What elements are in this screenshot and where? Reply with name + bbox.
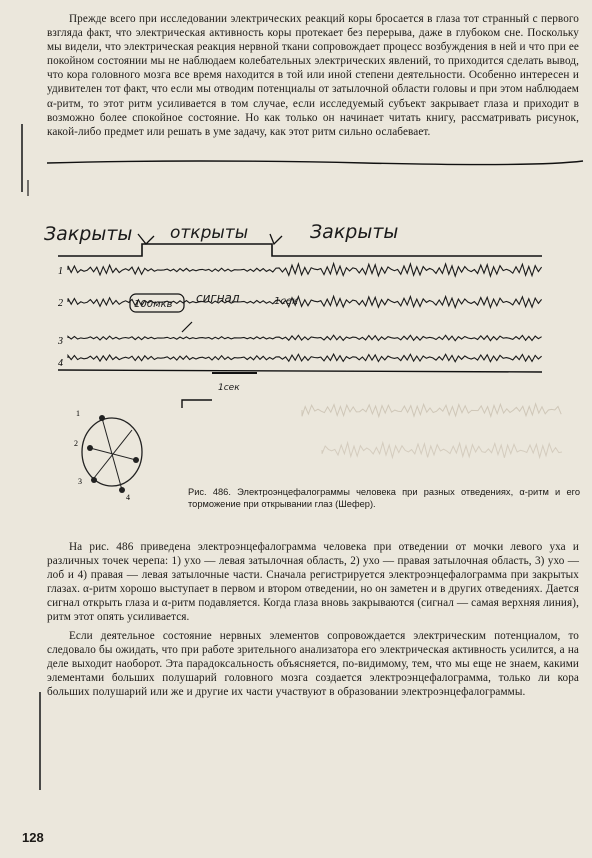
page-number: 128 xyxy=(22,830,44,845)
baseline xyxy=(58,370,542,372)
margin-bracket-mark-lower xyxy=(28,688,48,798)
label-closed-2: Закрыты xyxy=(310,221,399,243)
paragraph-text: На рис. 486 приведена электроэнцефалограмма человека при отведении от мочки левого уха и различных точек черепа: 1) ухо — левая затылочная область, 2) ухо — правая затылочная область, 3) ухо — лоб и 4) правая — левая затылочные части. Сначала регистрируется электроэнцефалограмма при закрытых глазах. α-ритм хорошо выступает в первом и втором отведении, но он заметен и в других отведениях. Дается сигнал открыть глаза и α-ритм подавляется. Когда глаза вновь закрываются (сигнал — самая верхняя линия), ритм этот опять усиливается. xyxy=(47,541,579,624)
signal-label: сигнал xyxy=(196,291,240,305)
trace-number-3: 3 xyxy=(58,336,63,347)
label-open: открыты xyxy=(170,223,249,243)
figure-caption: Рис. 486. Электроэнцефалограммы человека при разных отведениях, α-ритм и его торможение при открывании глаз (Шефер). xyxy=(188,487,580,509)
signal-label-2: 1сек xyxy=(274,296,299,307)
paragraph-text: Если деятельное состояние нервных элементов сопровождается электрическим потенциалом, то следовало бы ожидать, что при работе зрительного анализатора его электрическая активность усилится, а на деле выходит наоборот. Эта парадоксальность объясняется, по-видимому, тем, что мы еще не знаем, какими элементами больших полушарий головного мозга создается электроэнцефалограмма, только ли кора больших полушарий или же и другие их части участвуют в образовании электроэнцефалограммы. xyxy=(47,629,579,698)
svg-text:2: 2 xyxy=(74,439,78,448)
trace-number-2: 2 xyxy=(58,298,63,309)
calibration-step xyxy=(182,400,212,408)
ghost-trace xyxy=(322,443,562,458)
eeg-trace-3 xyxy=(68,335,542,341)
svg-text:4: 4 xyxy=(126,493,130,502)
margin-bracket-mark xyxy=(8,120,38,200)
ghost-trace xyxy=(302,404,561,417)
svg-text:3: 3 xyxy=(78,477,82,486)
trace-number-1: 1 xyxy=(58,266,63,277)
time-label: 1сек xyxy=(218,383,240,393)
eeg-traces-drawing xyxy=(42,210,582,530)
underline-mark xyxy=(45,157,585,187)
arrow-mark xyxy=(138,234,154,244)
eeg-trace-4 xyxy=(68,354,542,362)
paragraph-1 xyxy=(47,12,579,139)
label-closed-1: Закрыты xyxy=(44,223,133,245)
arrow-mark xyxy=(270,234,282,244)
head-electrode-diagram xyxy=(74,409,142,502)
signal-line xyxy=(58,244,542,256)
trace-number-4: 4 xyxy=(58,358,63,369)
eeg-trace-1 xyxy=(68,264,542,277)
svg-text:1: 1 xyxy=(76,409,80,418)
pointer-mark xyxy=(182,322,192,332)
paragraph-2 xyxy=(47,540,579,699)
paragraph-text: Прежде всего при исследовании электрических реакций коры бросается в глаза тот странный с первого взгляда факт, что электрическая активность коры протекает без перерыва, даже в глубоком сне. Поскольку мы видели, что электрическая реакция нервной ткани сопровождает процесс возбуждения в ней и что при ее покойном состоянии мы не наблюдаем колебательных электрических явлений, то приходится сделать вывод, что кора головного мозга все время находится в той или иной степени деятельности. Особенно интересен и удивителен тот факт, что если мы отводим потенциалы от затылочной области головы и при этом наблюдаем α-ритм, то этот ритм усиливается в том случае, если исследуемый субъект закрывает глаза и приходит в возможно более спокойное состояние. Но как только он начинает читать книгу, рассматривать рисунок, какой-либо предмет или решать в уме задачу, как этот ритм сильно ослабевает. xyxy=(47,13,579,138)
eeg-figure xyxy=(42,210,582,530)
calibration-label: 100мкв xyxy=(134,299,173,310)
